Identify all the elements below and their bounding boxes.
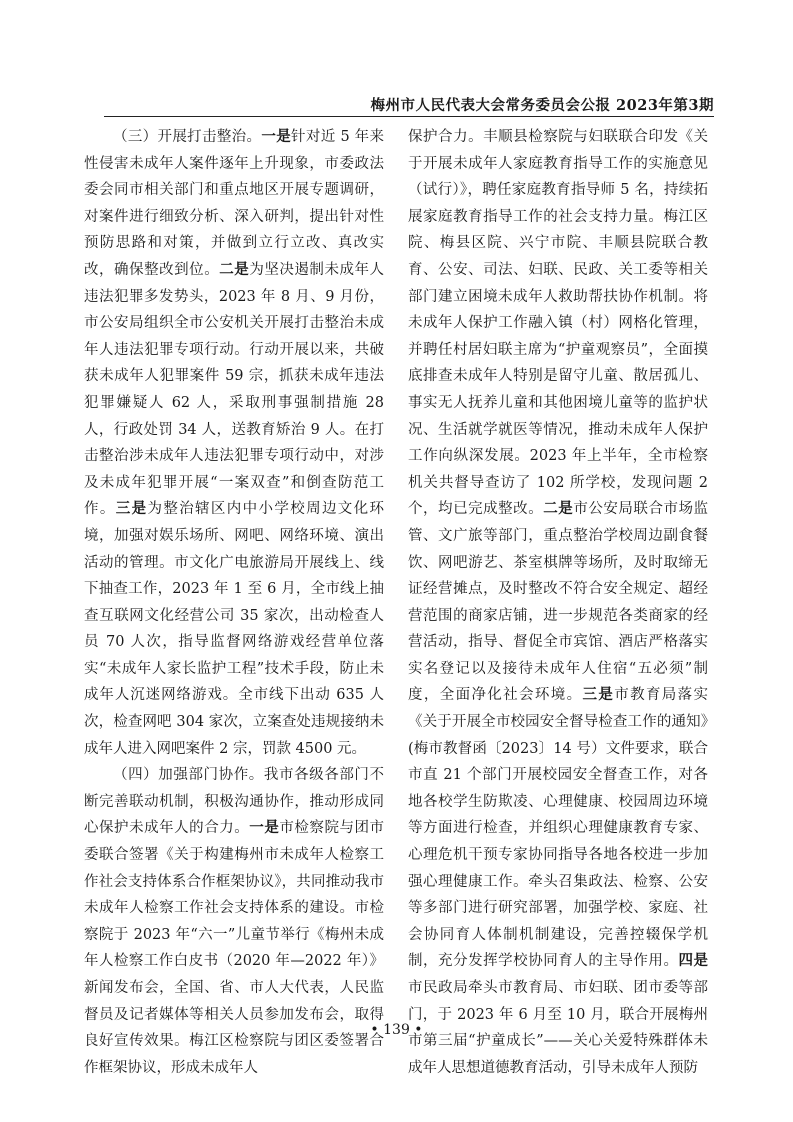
point-two-text: 为坚决遏制未成年人违法犯罪多发势头，2023 年 8 月、9 月份，市公安局组织全市公安机关开展打击整治未成年人违法犯罪专项行动。行动开展以来，共破获未成年人犯罪案件 59 宗，抓获未成年违法犯罪嫌疑人 62 人，采取刑事强制措施 28 人，行政处罚 34 人，送教育矫治 9 人。在打击整治涉未成年人违法犯罪专项行动中，对涉及未成年犯罪开展“一案双查”和倒查防范工作。 — [84, 261, 385, 518]
point-two-lead: 二是 — [219, 260, 250, 278]
section-four-intro: 我市各级各部门不断完善联动机制，积极沟通协作，推动形成同心保护未成年人的合力。 — [84, 767, 385, 837]
section-four-point-one-lead: 一是 — [249, 819, 280, 837]
point-three-text: 为整治辖区内中小学校周边文化环境，加强对娱乐场所、网吧、网络环境、演出活动的管理。市文化广电旅游局开展线上、线下抽查工作，2023 年 1 至 6 月，全市线上抽查互联网文化经营公司 35 家次，出动检查人员 70 人次，指导监督网络游戏经营单位落实“未成年人家长监护工程”技术手段，防止未成年人沉迷网络游戏。全市线下出动 635 人次，检查网吧 304 家次，立案查处违规接纳未成年人进入网吧案件 2 宗，罚款 4500 元。 — [84, 501, 385, 757]
section-four-point-three-lead: 三是 — [582, 686, 615, 704]
left-column — [84, 124, 384, 1081]
right-column — [408, 124, 708, 1081]
point-one-text: 针对近 5 年来性侵害未成年人案件逐年上升现象，市委政法委会同市相关部门和重点地区开展专题调研，对案件进行细致分析、深入研判，提出针对性预防思路和对策，并做到立行立改、真改实改，确保整改到位。 — [84, 129, 384, 278]
point-one-lead: 一是 — [261, 128, 292, 145]
section-four-point-four-lead: 四是 — [678, 952, 709, 970]
section-four-point-four-text: 市民政局牵头市教育局、市妇联、团市委等部门，于 2023 年 6 月至 10 月，联合开展梅州市第三届“护童成长”——关心关爱特殊群体未成年人思想道德教育活动，引导未成年人预防 — [408, 980, 708, 1076]
point-three-lead: 三是 — [115, 500, 148, 518]
section-four-point-two-lead: 二是 — [543, 500, 574, 518]
section-four-continued-paragraph — [408, 124, 708, 1081]
continued-text: 保护合力。丰顺县检察院与妇联联合印发《关于开展未成年人家庭教育指导工作的实施意见（试行）》，聘任家庭教育指导师 5 名，持续拓展家庭教育指导工作的社会支持力量。梅江区院、梅县区院、兴宁市院、丰顺县院联合教育、公安、司法、妇联、民政、关工委等相关部门建立困境未成年人救助帮扶协作机制。将未成年人保护工作融入镇（村）网格化管理，并聘任村居妇联主席为“护童观察员”，全面摸底排查未成年人特别是留守儿童、散居孤儿、事实无人抚养儿童和其他困境儿童等的监护状况、生活就学就医等情况，推动未成年人保护工作向纵深发展。2023 年上半年，全市检察机关共督导查访了 102 所学校，发现问题 2 个，均已完成整改。 — [408, 129, 708, 518]
section-four-heading: （四）加强部门协作。 — [113, 767, 264, 784]
section-three-heading: （三）开展打击整治。 — [113, 129, 262, 145]
section-four-point-three-text: 市教育局落实《关于开展全市校园安全督导检查工作的通知》(梅市教督函〔2023〕14 号）文件要求，联合市直 21 个部门开展校园安全督查工作，对各地各校学生防欺凌、心理健康、校园周边环境等方面进行检查，并组织心理健康教育专家、心理危机干预专家协同指导各地各校进一步加强心理健康工作。牵头召集政法、检察、公安等多部门进行研究部署，加强学校、家庭、社会协同育人体制机制建设，完善控辍保学机制，充分发挥学校协同育人的主导作用。 — [408, 687, 709, 970]
header-divider — [104, 116, 714, 117]
section-four-point-one-text: 市检察院与团市委联合签署《关于构建梅州市未成年人检察工作社会支持体系合作框架协议》，共同推动我市未成年人检察工作社会支持体系的建设。市检察院于 2023 年“六一”儿童节举行《梅州未成年人检察工作白皮书（2020 年—2022 年）》新闻发布会，全国、省、市人大代表，人民监督员及记者媒体等相关人员参加发布会，取得良好宣传效果。梅江区检察院与团区委签署合作框架协议，形成未成年人 — [84, 820, 385, 1076]
publication-header: 梅州市人民代表大会常务委员会公报 2023年第3期 — [370, 97, 714, 114]
section-four-point-two-text: 市公安局联合市场监管、文广旅等部门，重点整治学校周边副食餐饮、网吧游艺、茶室棋牌等场所，及时取缔无证经营摊点，及时整改不符合安全规定、超经营范围的商家店铺，进一步规范各类商家的经营活动，指导、督促全市宾馆、酒店严格落实实名登记以及接待未成年人住宿“五必须”制度，全面净化社会环境。 — [408, 501, 709, 704]
page-number: • 139 • — [370, 1022, 423, 1038]
section-three-paragraph — [84, 124, 384, 762]
